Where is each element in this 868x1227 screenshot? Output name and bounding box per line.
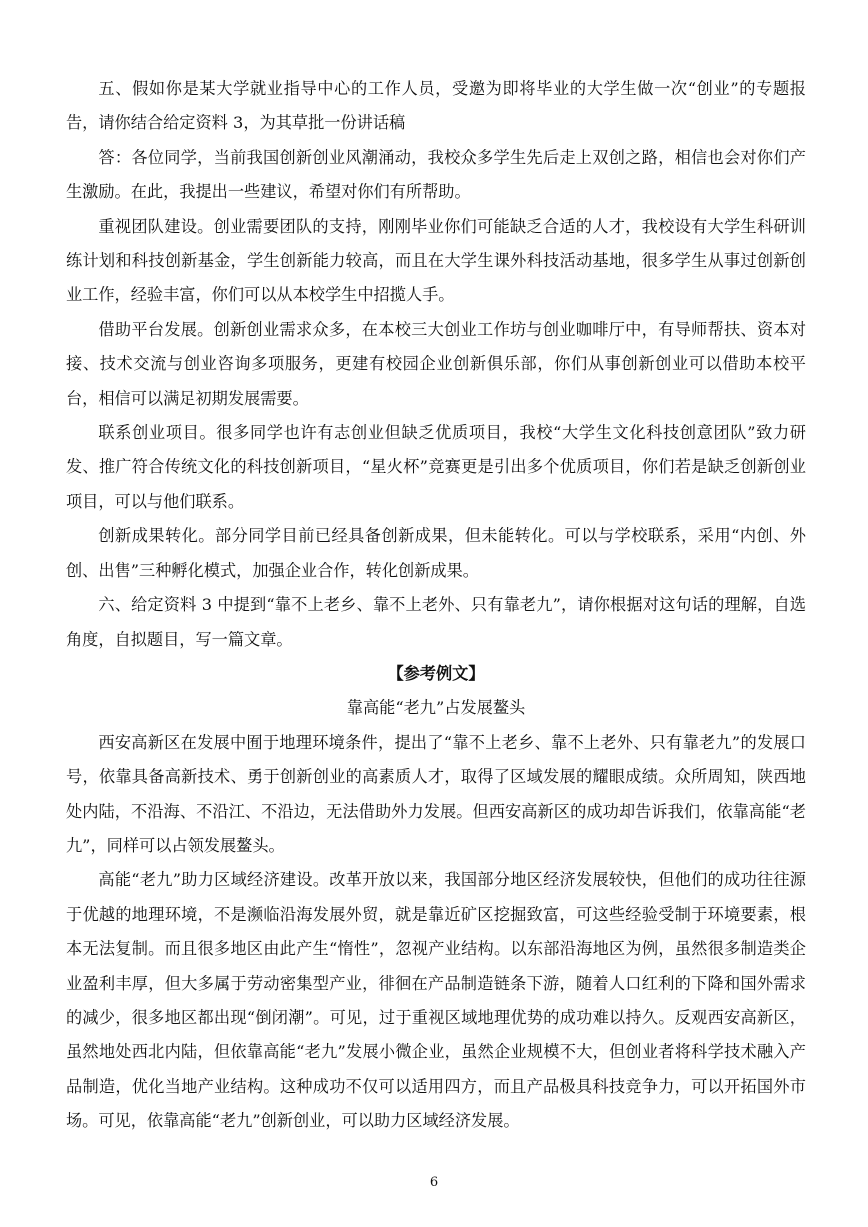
answer-point-projects: 联系创业项目。很多同学也许有志创业但缺乏优质项目，我校“大学生文化科技创意团队”致力研发、推广符合传统文化的科技创新项目，“星火杯”竞赛更是引出多个优质项目，你们若是缺乏创新创业项目，可以与他们联系。	[66, 423, 806, 511]
answer-intro: 答：各位同学，当前我国创新创业风潮涌动，我校众多学生先后走上双创之路，相信也会对你们产生激励。在此，我提出一些建议，希望对你们有所帮助。	[66, 147, 806, 202]
document-page	[66, 72, 806, 1139]
page-number: 6	[429, 1175, 439, 1190]
reference-heading: 【参考例文】	[387, 663, 485, 683]
answer-point-team: 重视团队建设。创业需要团队的支持，刚刚毕业你们可能缺乏合适的人才，我校设有大学生科研训练计划和科技创新基金，学生创新能力较高，而且在大学生课外科技活动基地，很多学生从事过创新创业工作，经验丰富，你们可以从本校学生中招揽人手。	[66, 216, 806, 305]
question-six: 六、给定资料 3 中提到“靠不上老乡、靠不上老外、只有靠老九”，请你根据对这句话的理解，自选角度，自拟题目，写一篇文章。	[66, 595, 806, 649]
essay-paragraph-economy: 高能“老九”助力区域经济建设。改革开放以来，我国部分地区经济发展较快，但他们的成功往往源于优越的地理环境，不是濒临沿海发展外贸，就是靠近矿区挖掘致富，可这些经验受制于环境要素，根本无法复制。而且很多地区由此产生“惰性”，忽视产业结构。以东部沿海地区为例，虽然很多制造类企业盈利丰厚，但大多属于劳动密集型产业，徘徊在产品制造链条下游，随着人口红利的下降和国外需求的减少，很多地区都出现“倒闭潮”。可见，过于重视区域地理优势的成功难以持久。反观西安高新区，虽然地处西北内陆，但依靠高能“老九”发展小微企业，虽然企业规模不大，但创业者将科学技术融入产品制造，优化当地产业结构。这种成功不仅可以适用四方，而且产品极具科技竞争力，可以开拓国外市场。可见，依靠高能“老九”创新创业，可以助力区域经济发展。	[66, 870, 806, 1131]
answer-point-platform: 借助平台发展。创新创业需求众多，在本校三大创业工作坊与创业咖啡厅中，有导师帮扶、资本对接、技术交流与创业咨询多项服务，更建有校园企业创新俱乐部，你们从事创新创业可以借助本校平台，相信可以满足初期发展需要。	[66, 319, 806, 408]
answer-point-transfer: 创新成果转化。部分同学目前已经具备创新成果，但未能转化。可以与学校联系，采用“内创、外创、出售”三种孵化模式，加强企业合作，转化创新成果。	[66, 526, 806, 580]
question-five: 五、假如你是某大学就业指导中心的工作人员，受邀为即将毕业的大学生做一次“创业”的专题报告，请你结合给定资料 3，为其草批一份讲话稿	[66, 79, 806, 133]
essay-title: 靠高能“老九”占发展鳌头	[346, 698, 526, 718]
essay-paragraph-intro: 西安高新区在发展中囿于地理环境条件，提出了“靠不上老乡、靠不上老外、只有靠老九”的发展口号，依靠具备高新技术、勇于创新创业的高素质人才，取得了区域发展的耀眼成绩。众所周知，陕西地处内陆，不沿海、不沿江、不沿边，无法借助外力发展。但西安高新区的成功却告诉我们，依靠高能“老九”，同样可以占领发展鳌头。	[66, 732, 806, 855]
